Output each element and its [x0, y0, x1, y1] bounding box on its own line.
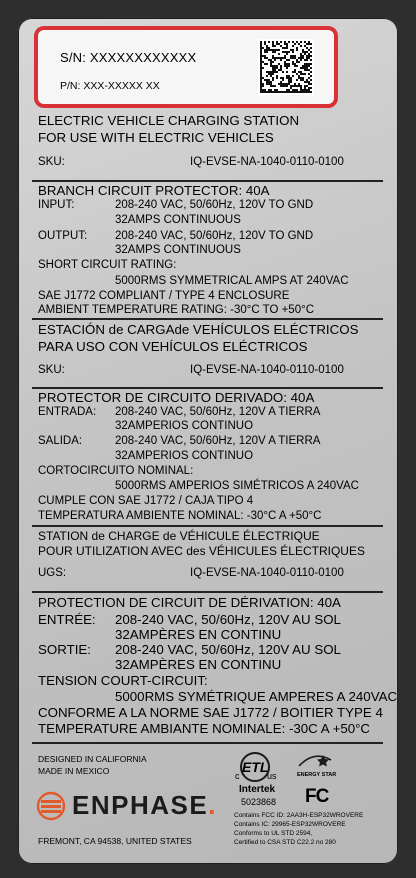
spanish-output-line1: 208-240 VAC, 50/60Hz, 120V A TIERRA — [115, 435, 321, 447]
french-output-label: SORTIE: — [38, 642, 91, 657]
serial-number: S/N: XXXXXXXXXXXX — [60, 50, 197, 65]
french-branch-circuit: PROTECTION DE CIRCUIT DE DÉRIVATION: 40A — [38, 595, 341, 610]
spanish-short-circuit-label: CORTOCIRCUITO NOMINAL: — [38, 465, 194, 477]
french-title-line1: STATION de CHARGE de VÉHICULE ÉLECTRIQUE — [38, 529, 320, 543]
spanish-input-line2: 32AMPERIOS CONTINUO — [115, 420, 254, 432]
spanish-branch-circuit: PROTECTOR DE CIRCUITO DERIVADO: 40A — [38, 390, 315, 405]
spanish-sku-value: IQ-EVSE-NA-1040-0110-0100 — [190, 364, 344, 376]
spanish-ambient-temp: TEMPERATURA AMBIENTE NOMINAL: -30°C A +50°C — [38, 510, 322, 522]
english-compliance: SAE J1772 COMPLIANT / TYPE 4 ENCLOSURE — [38, 290, 290, 302]
french-input-line1: 208-240 VAC, 50/60Hz, 120V AU SOL — [115, 612, 341, 627]
english-input-label: INPUT: — [38, 199, 75, 211]
english-title-line1: ELECTRIC VEHICLE CHARGING STATION — [38, 113, 300, 128]
english-output-line2: 32AMPS CONTINUOUS — [115, 244, 241, 256]
english-sku-value: IQ-EVSE-NA-1040-0110-0100 — [190, 156, 344, 168]
english-branch-circuit: BRANCH CIRCUIT PROTECTOR: 40A — [38, 183, 270, 198]
energy-star-icon — [296, 752, 334, 772]
english-short-circuit-value: 5000RMS SYMMETRICAL AMPS AT 240VAC — [115, 275, 349, 287]
french-short-circuit-value: 5000RMS SYMÉTRIQUE AMPERES A 240VAC — [115, 689, 398, 704]
divider — [32, 525, 383, 527]
enphase-wordmark-dot: . — [208, 790, 216, 820]
english-input-line2: 32AMPS CONTINUOUS — [115, 214, 241, 226]
fcc-logo-icon: FC — [305, 786, 329, 807]
etl-c-text: c — [235, 771, 240, 781]
ic-id-text: Contains IC: 29965-ESP32WROVERE — [234, 821, 346, 828]
divider — [32, 591, 383, 593]
enphase-wordmark: ENPHASE — [72, 790, 209, 820]
french-input-line2: 32AMPÈRES EN CONTINU — [115, 627, 282, 642]
french-output-line2: 32AMPÈRES EN CONTINU — [115, 657, 282, 672]
spanish-input-label: ENTRADA: — [38, 406, 97, 418]
data-matrix-code-icon — [258, 39, 314, 95]
energy-star-text: ENERGY STAR — [297, 772, 337, 778]
french-short-circuit-label: TENSION COURT-CIRCUIT: — [38, 673, 208, 688]
csa-certification-text: Certified to CSA STD C22.2 no 280 — [234, 839, 336, 846]
english-short-circuit-label: SHORT CIRCUIT RATING: — [38, 259, 177, 271]
fcc-id-text: Contains FCC ID: 2AA3H-ESP32WROVERE — [234, 812, 364, 819]
ul-conformity-text: Conforms to UL STD 2594, — [234, 830, 313, 837]
french-sku-label: UGS: — [38, 567, 67, 579]
english-ambient-temp: AMBIENT TEMPERATURE RATING: -30°C TO +50°C — [38, 304, 314, 316]
etl-text: ETL — [242, 759, 269, 775]
spanish-output-line2: 32AMPERIOS CONTINUO — [115, 450, 254, 462]
french-ambient-temp: TEMPERATURE AMBIANTE NOMINALE: -30C A +50°C — [38, 721, 371, 736]
french-input-label: ENTRÉE: — [38, 612, 96, 627]
made-in-text: MADE IN MEXICO — [38, 766, 110, 776]
intertek-text: Intertek — [239, 784, 276, 795]
spanish-title-line2: PARA USO CON VEHÍCULOS ELÉCTRICOS — [38, 339, 308, 354]
spanish-output-label: SALIDA: — [38, 435, 83, 447]
divider — [32, 387, 383, 389]
french-compliance: CONFORME A LA NORME SAE J1772 / BOITIER TYPE 4 — [38, 705, 383, 720]
english-input-line1: 208-240 VAC, 50/60Hz, 120V TO GND — [115, 199, 314, 211]
french-title-line2: POUR UTILIZATION AVEC des VÉHICULES ÉLECTRIQUES — [38, 544, 365, 558]
spanish-input-line1: 208-240 VAC, 50/60Hz, 120V A TIERRA — [115, 406, 321, 418]
designed-in-text: DESIGNED IN CALIFORNIA — [38, 754, 147, 764]
divider — [32, 180, 383, 182]
english-sku-label: SKU: — [38, 156, 65, 168]
spanish-compliance: CUMPLE CON SAE J1772 / CAJA TIPO 4 — [38, 495, 254, 507]
serial-number-box[interactable] — [38, 30, 334, 104]
address-text: FREMONT, CA 94538, UNITED STATES — [38, 836, 192, 846]
french-sku-value: IQ-EVSE-NA-1040-0110-0100 — [190, 567, 344, 579]
enphase-logo — [36, 790, 215, 821]
intertek-number: 5023868 — [241, 797, 277, 807]
spanish-sku-label: SKU: — [38, 364, 65, 376]
english-output-label: OUTPUT: — [38, 230, 88, 242]
english-output-line1: 208-240 VAC, 50/60Hz, 120V TO GND — [115, 230, 314, 242]
divider — [32, 318, 383, 320]
part-number: P/N: XXX-XXXXX XX — [60, 80, 160, 92]
spanish-short-circuit-value: 5000RMS AMPERIOS SIMÉTRICOS A 240VAC — [115, 480, 359, 492]
etl-us-text: us — [267, 771, 277, 781]
spanish-title-line1: ESTACIÓN de CARGAde VEHÍCULOS ELÉCTRICOS — [38, 322, 359, 337]
energy-star-mark — [296, 752, 337, 778]
divider — [32, 742, 383, 744]
english-title-line2: FOR USE WITH ELECTRIC VEHICLES — [38, 130, 274, 145]
french-output-line1: 208-240 VAC, 50/60Hz, 120V AU SOL — [115, 642, 341, 657]
enphase-logo-icon — [36, 791, 66, 821]
